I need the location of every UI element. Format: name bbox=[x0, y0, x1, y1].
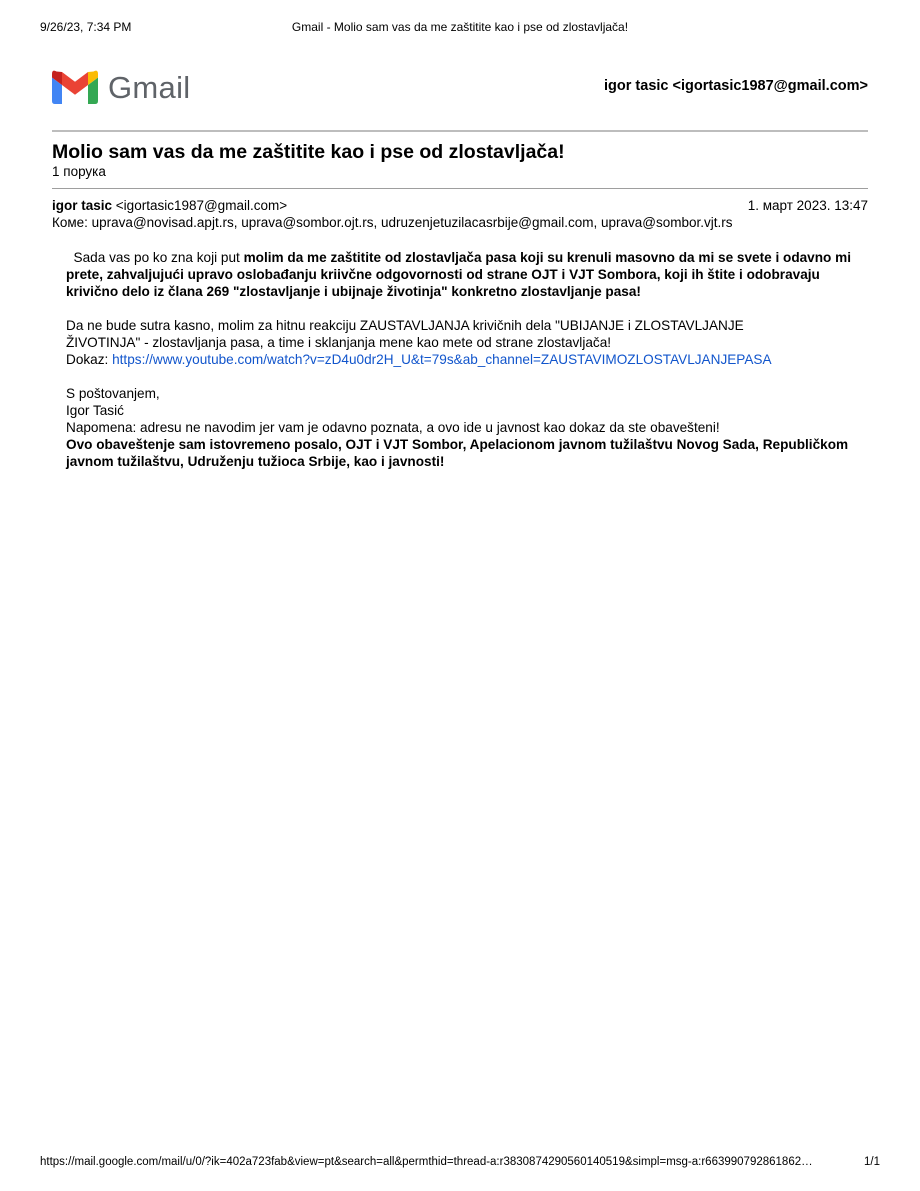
message-count: 1 порука bbox=[52, 164, 106, 179]
body-intro-text: Sada vas po ko zna koji put bbox=[66, 250, 244, 265]
print-datetime: 9/26/23, 7:34 PM bbox=[40, 20, 132, 34]
recipients: Коме: uprava@novisad.apjt.rs, uprava@sombor.ojt.rs, udruzenjetuzilacasrbije@gmail.com, uprava@sombor.vjt.rs bbox=[52, 215, 733, 230]
sender-name: igor tasic bbox=[52, 198, 113, 213]
thread-subject: Molio sam vas da me zaštitite kao i pse od zlostavljača! bbox=[52, 141, 565, 163]
gmail-wordmark: Gmail bbox=[108, 70, 191, 105]
gmail-m-icon bbox=[52, 70, 98, 104]
proof-link[interactable]: https://www.youtube.com/watch?v=zD4u0dr2H_U&t=79s&ab_channel=ZAUSTAVIMOZLOSTAVLJANJEPASA bbox=[112, 352, 772, 367]
subject-divider bbox=[52, 188, 868, 189]
body-line-request-1: Da ne bude sutra kasno, molim za hitnu reakciju ZAUSTAVLJANJA krivičnih dela "UBIJANJE i ZLOSTAVLJANJE bbox=[66, 318, 744, 333]
body-closing: S poštovanjem, bbox=[66, 386, 160, 401]
print-url: https://mail.google.com/mail/u/0/?ik=402a723fab&view=pt&search=all&permthid=thread-a:r3830874290560140519&simpl=msg-a:r663990792861862… bbox=[40, 1156, 813, 1168]
final-notice-text: Ovo obaveštenje sam istovremeno posalo, OJT i VJT Sombor, Apelacionom javnom tužilaštvu Novog Sada, Republičkom javnom tužilaštvu, Udruženju tužioca Srbije, kao i javnosti! bbox=[66, 437, 849, 469]
message-sender-row bbox=[52, 198, 868, 215]
account-label: igor tasic <igortasic1987@gmail.com> bbox=[604, 78, 868, 94]
proof-label: Dokaz: bbox=[66, 352, 113, 367]
body-paragraph-1 bbox=[66, 249, 860, 300]
print-header bbox=[40, 20, 880, 36]
gmail-header bbox=[52, 64, 868, 108]
body-final-notice bbox=[66, 436, 860, 470]
body-line-request-2: ŽIVOTINJA" - zlostavljanja pasa, a time i sklanjanja mene kao mete od strane zlostavljača! bbox=[66, 335, 612, 350]
message-body bbox=[66, 249, 860, 470]
print-page-title: Gmail - Molio sam vas da me zaštitite kao i pse od zlostavljača! bbox=[291, 20, 629, 34]
body-proof bbox=[66, 351, 860, 368]
body-bold-request: molim da me zaštitite od zlostavljača pasa koji su krenuli masovno da mi se svete i odavno mi prete, zahvaljujući upravo oslobađanju kriivčne odgovornosti od strane OJT i VJT Sombora, koji ih štite i odobravaju krivično delo iz člana 269 "zlostavljanje i ubijnaje životinja" konkretno zlostavljanje pasa! bbox=[66, 250, 851, 299]
header-divider bbox=[52, 130, 868, 132]
body-signature: Igor Tasić bbox=[66, 403, 124, 418]
print-footer bbox=[40, 1156, 880, 1172]
body-note: Napomena: adresu ne navodim jer vam je odavno poznata, a ovo ide u javnost kao dokaz da ste obavešteni! bbox=[66, 420, 720, 435]
gmail-logo bbox=[52, 68, 192, 108]
sender-email: <igortasic1987@gmail.com> bbox=[115, 198, 288, 213]
print-page-number: 1/1 bbox=[864, 1156, 880, 1168]
message-date: 1. март 2023. 13:47 bbox=[747, 198, 868, 213]
